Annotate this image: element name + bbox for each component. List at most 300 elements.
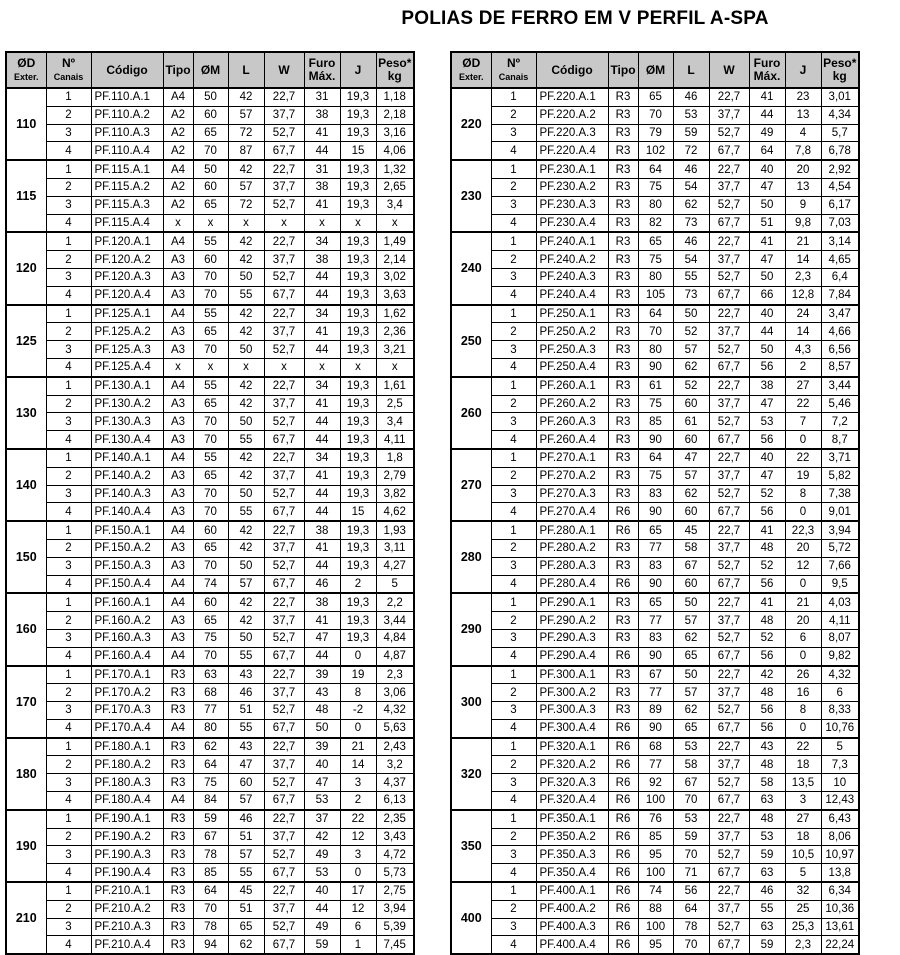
col-header-m: ØM (193, 52, 228, 88)
l-cell: 72 (673, 142, 709, 160)
table-row (6, 377, 414, 395)
weight-cell: 3,21 (376, 341, 414, 359)
table-row (451, 286, 859, 304)
m-cell: 70 (193, 413, 228, 431)
l-cell: 72 (228, 124, 264, 142)
channels-cell: 3 (46, 268, 91, 286)
type-cell: R3 (608, 88, 638, 106)
l-cell: 67 (673, 774, 709, 792)
weight-cell: 6,4 (821, 268, 859, 286)
l-cell: 42 (228, 395, 264, 413)
channels-cell: 4 (491, 503, 536, 521)
l-cell: 62 (673, 358, 709, 376)
bore-cell: 59 (749, 846, 785, 864)
weight-cell: 1,32 (376, 160, 414, 178)
channels-cell: 2 (46, 756, 91, 774)
w-cell: 67,7 (264, 864, 304, 882)
l-cell: 62 (673, 702, 709, 720)
channels-cell: 2 (491, 323, 536, 341)
diameter-cell: 130 (6, 377, 46, 449)
w-cell: 22,7 (264, 810, 304, 828)
weight-cell: 7,3 (821, 756, 859, 774)
weight-cell: 3,14 (821, 232, 859, 250)
code-cell: PF.180.A.4 (91, 792, 163, 810)
j-cell: 2 (340, 575, 376, 593)
code-cell: PF.125.A.2 (91, 323, 163, 341)
type-cell: R6 (608, 792, 638, 810)
l-cell: 42 (228, 539, 264, 557)
col-header-w: W (709, 52, 749, 88)
code-cell: PF.190.A.3 (91, 846, 163, 864)
type-cell: R3 (163, 684, 193, 702)
weight-cell: 5,82 (821, 467, 859, 485)
m-cell: 65 (193, 612, 228, 630)
table-row (6, 647, 414, 665)
j-cell: x (340, 358, 376, 376)
m-cell: 105 (638, 286, 673, 304)
channels-cell: 1 (46, 521, 91, 539)
w-cell: 52,7 (709, 702, 749, 720)
channels-cell: 2 (491, 106, 536, 124)
weight-cell: 12,43 (821, 792, 859, 810)
j-cell: 2 (785, 358, 821, 376)
j-cell: 9 (785, 196, 821, 214)
bore-cell: 48 (304, 702, 340, 720)
table-row (451, 647, 859, 665)
diameter-cell: 170 (6, 666, 46, 738)
channels-cell: 2 (46, 395, 91, 413)
l-cell: 57 (228, 792, 264, 810)
code-cell: PF.240.A.4 (536, 286, 608, 304)
weight-cell: 5,39 (376, 918, 414, 936)
m-cell: 64 (193, 756, 228, 774)
table-row (451, 792, 859, 810)
table-row (451, 413, 859, 431)
j-cell: 21 (785, 232, 821, 250)
type-cell: R6 (608, 810, 638, 828)
table-row (6, 467, 414, 485)
l-cell: 72 (228, 196, 264, 214)
m-cell: 70 (193, 900, 228, 918)
bore-cell: 59 (749, 936, 785, 954)
code-cell: PF.210.A.2 (91, 900, 163, 918)
w-cell: 52,7 (264, 196, 304, 214)
w-cell: 67,7 (709, 647, 749, 665)
w-cell: 67,7 (709, 286, 749, 304)
diameter-cell: 400 (451, 882, 491, 954)
table-row (451, 557, 859, 575)
diameter-cell: 180 (6, 738, 46, 810)
code-cell: PF.290.A.1 (536, 593, 608, 611)
type-cell: R3 (608, 286, 638, 304)
j-cell: 19,3 (340, 377, 376, 395)
bore-cell: 41 (749, 593, 785, 611)
channels-cell: 3 (491, 774, 536, 792)
table-row (6, 539, 414, 557)
channels-cell: 3 (491, 341, 536, 359)
diameter-cell: 260 (451, 377, 491, 449)
bore-cell: 50 (749, 196, 785, 214)
diameter-cell: 350 (451, 810, 491, 882)
j-cell: 0 (785, 503, 821, 521)
code-cell: PF.120.A.2 (91, 251, 163, 269)
w-cell: 52,7 (709, 485, 749, 503)
l-cell: 52 (673, 323, 709, 341)
m-cell: 83 (638, 629, 673, 647)
col-header-type: Tipo (608, 52, 638, 88)
type-cell: A4 (163, 160, 193, 178)
m-cell: 65 (638, 232, 673, 250)
m-cell: 61 (638, 377, 673, 395)
code-cell: PF.270.A.2 (536, 467, 608, 485)
channels-cell: 3 (46, 846, 91, 864)
col-header-weight: Peso* kg (376, 52, 414, 88)
weight-cell: 2,92 (821, 160, 859, 178)
type-cell: R3 (163, 846, 193, 864)
j-cell: 18 (785, 828, 821, 846)
channels-cell: 2 (491, 467, 536, 485)
j-cell: 19,3 (340, 178, 376, 196)
weight-cell: 6,56 (821, 341, 859, 359)
channels-cell: 2 (46, 467, 91, 485)
j-cell: 19,3 (340, 539, 376, 557)
bore-cell: 63 (749, 864, 785, 882)
weight-cell: 4,62 (376, 503, 414, 521)
code-cell: PF.260.A.3 (536, 413, 608, 431)
code-cell: PF.220.A.4 (536, 142, 608, 160)
code-cell: PF.180.A.1 (91, 738, 163, 756)
code-cell: PF.160.A.3 (91, 629, 163, 647)
table-row (6, 900, 414, 918)
type-cell: A3 (163, 323, 193, 341)
channels-cell: 1 (491, 449, 536, 467)
j-cell: 8 (785, 702, 821, 720)
weight-cell: 3,71 (821, 449, 859, 467)
j-cell: 27 (785, 810, 821, 828)
l-cell: 57 (673, 612, 709, 630)
w-cell: 22,7 (264, 160, 304, 178)
w-cell: 37,7 (709, 828, 749, 846)
weight-cell: 2,2 (376, 593, 414, 611)
m-cell: 65 (193, 467, 228, 485)
channels-cell: 4 (491, 792, 536, 810)
bore-cell: 56 (749, 719, 785, 737)
weight-cell: 4,03 (821, 593, 859, 611)
l-cell: 61 (673, 413, 709, 431)
table-row (451, 810, 859, 828)
m-cell: 65 (193, 539, 228, 557)
w-cell: 22,7 (709, 88, 749, 106)
bore-cell: 38 (304, 106, 340, 124)
type-cell: R3 (163, 756, 193, 774)
bore-cell: x (304, 214, 340, 232)
channels-cell: 4 (491, 286, 536, 304)
channels-cell: 4 (46, 358, 91, 376)
channels-cell: 3 (491, 485, 536, 503)
channels-cell: 3 (491, 918, 536, 936)
diameter-cell: 210 (6, 882, 46, 954)
weight-cell: 4,11 (821, 612, 859, 630)
weight-cell: 6,43 (821, 810, 859, 828)
bore-cell: 40 (304, 756, 340, 774)
l-cell: 50 (673, 305, 709, 323)
code-cell: PF.240.A.1 (536, 232, 608, 250)
l-cell: 62 (673, 629, 709, 647)
w-cell: 37,7 (264, 106, 304, 124)
table-row (451, 936, 859, 954)
code-cell: PF.130.A.4 (91, 431, 163, 449)
channels-cell: 2 (46, 612, 91, 630)
weight-cell: 10,36 (821, 900, 859, 918)
bore-cell: 56 (749, 575, 785, 593)
l-cell: 46 (228, 684, 264, 702)
j-cell: 5 (785, 864, 821, 882)
code-cell: PF.110.A.4 (91, 142, 163, 160)
l-cell: 55 (228, 503, 264, 521)
type-cell: R3 (163, 918, 193, 936)
type-cell: R3 (608, 341, 638, 359)
type-cell: R3 (608, 593, 638, 611)
channels-cell: 4 (46, 142, 91, 160)
l-cell: 45 (673, 521, 709, 539)
weight-cell: 4,65 (821, 251, 859, 269)
m-cell: 78 (193, 846, 228, 864)
code-cell: PF.230.A.1 (536, 160, 608, 178)
bore-cell: 34 (304, 232, 340, 250)
j-cell: 8 (340, 684, 376, 702)
type-cell: R3 (163, 666, 193, 684)
weight-cell: 4,11 (376, 431, 414, 449)
type-cell: R3 (608, 251, 638, 269)
m-cell: 65 (193, 124, 228, 142)
j-cell: 16 (785, 684, 821, 702)
type-cell: R3 (163, 864, 193, 882)
m-cell: 64 (193, 882, 228, 900)
j-cell: 3 (340, 774, 376, 792)
w-cell: 67,7 (264, 286, 304, 304)
w-cell: 67,7 (709, 431, 749, 449)
j-cell: 20 (785, 612, 821, 630)
code-cell: PF.160.A.1 (91, 593, 163, 611)
channels-cell: 4 (491, 719, 536, 737)
col-header-channels: Nº Canais (491, 52, 536, 88)
w-cell: 22,7 (264, 521, 304, 539)
type-cell: R6 (608, 882, 638, 900)
l-cell: 42 (228, 612, 264, 630)
code-cell: PF.115.A.3 (91, 196, 163, 214)
w-cell: 37,7 (709, 684, 749, 702)
j-cell: 2,3 (785, 268, 821, 286)
w-cell: 52,7 (264, 918, 304, 936)
weight-cell: 2,18 (376, 106, 414, 124)
code-cell: PF.170.A.1 (91, 666, 163, 684)
j-cell: 22 (785, 738, 821, 756)
l-cell: 53 (673, 106, 709, 124)
m-cell: 84 (193, 792, 228, 810)
w-cell: 22,7 (264, 666, 304, 684)
weight-cell: 7,03 (821, 214, 859, 232)
type-cell: R6 (608, 647, 638, 665)
table-row (6, 774, 414, 792)
type-cell: R3 (608, 142, 638, 160)
table-row (6, 251, 414, 269)
code-cell: PF.250.A.3 (536, 341, 608, 359)
code-cell: PF.190.A.1 (91, 810, 163, 828)
j-cell: 14 (785, 251, 821, 269)
w-cell: 67,7 (264, 647, 304, 665)
diameter-cell: 250 (451, 305, 491, 377)
l-cell: 56 (673, 882, 709, 900)
code-cell: PF.130.A.1 (91, 377, 163, 395)
weight-cell: 2,36 (376, 323, 414, 341)
weight-cell: 4,66 (821, 323, 859, 341)
col-header-l: L (673, 52, 709, 88)
l-cell: 58 (673, 756, 709, 774)
m-cell: 75 (638, 395, 673, 413)
bore-cell: 48 (749, 810, 785, 828)
m-cell: x (193, 358, 228, 376)
channels-cell: 3 (46, 124, 91, 142)
channels-cell: 4 (46, 719, 91, 737)
type-cell: R3 (608, 268, 638, 286)
pulley-table-left (5, 51, 415, 955)
code-cell: PF.300.A.1 (536, 666, 608, 684)
m-cell: 65 (638, 521, 673, 539)
table-row (451, 377, 859, 395)
code-cell: PF.130.A.2 (91, 395, 163, 413)
channels-cell: 2 (46, 539, 91, 557)
channels-cell: 4 (491, 647, 536, 665)
w-cell: 22,7 (264, 232, 304, 250)
type-cell: R3 (608, 666, 638, 684)
j-cell: 19,3 (340, 124, 376, 142)
weight-cell: 2,79 (376, 467, 414, 485)
bore-cell: 47 (749, 395, 785, 413)
weight-cell: 8,06 (821, 828, 859, 846)
w-cell: 37,7 (264, 395, 304, 413)
l-cell: 70 (673, 936, 709, 954)
w-cell: 22,7 (709, 738, 749, 756)
type-cell: R3 (608, 395, 638, 413)
m-cell: 70 (193, 557, 228, 575)
table-row (6, 88, 414, 106)
j-cell: 19,3 (340, 88, 376, 106)
type-cell: A4 (163, 575, 193, 593)
l-cell: 57 (228, 178, 264, 196)
channels-cell: 3 (491, 413, 536, 431)
bore-cell: 56 (749, 431, 785, 449)
weight-cell: 10,76 (821, 719, 859, 737)
j-cell: 3 (340, 846, 376, 864)
table-row (451, 918, 859, 936)
w-cell: 67,7 (709, 719, 749, 737)
col-header-bore: Furo Máx. (749, 52, 785, 88)
table-row (6, 575, 414, 593)
m-cell: 70 (193, 286, 228, 304)
l-cell: 67 (673, 557, 709, 575)
channels-cell: 4 (491, 142, 536, 160)
w-cell: 37,7 (264, 900, 304, 918)
j-cell: 19,3 (340, 485, 376, 503)
bore-cell: 50 (749, 341, 785, 359)
m-cell: 75 (638, 467, 673, 485)
weight-cell: 9,82 (821, 647, 859, 665)
channels-cell: 1 (491, 305, 536, 323)
type-cell: A3 (163, 629, 193, 647)
code-cell: PF.400.A.1 (536, 882, 608, 900)
j-cell: x (340, 214, 376, 232)
bore-cell: 44 (304, 142, 340, 160)
table-row (451, 305, 859, 323)
type-cell: R6 (608, 846, 638, 864)
l-cell: 57 (228, 106, 264, 124)
w-cell: 37,7 (709, 467, 749, 485)
l-cell: 54 (673, 251, 709, 269)
l-cell: 53 (673, 810, 709, 828)
j-cell: 24 (785, 305, 821, 323)
weight-cell: 3,02 (376, 268, 414, 286)
channels-cell: 3 (491, 702, 536, 720)
w-cell: 52,7 (264, 846, 304, 864)
w-cell: 37,7 (709, 251, 749, 269)
j-cell: 7 (785, 413, 821, 431)
type-cell: R6 (608, 521, 638, 539)
type-cell: R6 (608, 864, 638, 882)
w-cell: 37,7 (709, 106, 749, 124)
channels-cell: 2 (46, 323, 91, 341)
table-row (6, 918, 414, 936)
type-cell: R3 (608, 557, 638, 575)
m-cell: 65 (638, 88, 673, 106)
m-cell: 79 (638, 124, 673, 142)
channels-cell: 1 (46, 882, 91, 900)
bore-cell: 47 (304, 629, 340, 647)
w-cell: 67,7 (709, 936, 749, 954)
table-row (451, 702, 859, 720)
bore-cell: 44 (304, 557, 340, 575)
m-cell: 80 (193, 719, 228, 737)
code-cell: PF.125.A.3 (91, 341, 163, 359)
m-cell: 60 (193, 593, 228, 611)
bore-cell: 46 (749, 882, 785, 900)
weight-cell: 5 (821, 738, 859, 756)
w-cell: 22,7 (264, 305, 304, 323)
channels-cell: 3 (46, 629, 91, 647)
l-cell: 60 (673, 431, 709, 449)
w-cell: 67,7 (264, 792, 304, 810)
weight-cell: 3,43 (376, 828, 414, 846)
code-cell: PF.110.A.3 (91, 124, 163, 142)
code-cell: PF.150.A.4 (91, 575, 163, 593)
table-row (6, 719, 414, 737)
type-cell: A3 (163, 612, 193, 630)
channels-cell: 4 (46, 214, 91, 232)
table-row (451, 431, 859, 449)
table-row (6, 142, 414, 160)
j-cell: -2 (340, 702, 376, 720)
bore-cell: 44 (304, 286, 340, 304)
bore-cell: 40 (749, 160, 785, 178)
type-cell: R3 (163, 702, 193, 720)
bore-cell: 56 (749, 503, 785, 521)
code-cell: PF.110.A.2 (91, 106, 163, 124)
weight-cell: x (376, 214, 414, 232)
type-cell: A4 (163, 88, 193, 106)
weight-cell: 8,07 (821, 629, 859, 647)
bore-cell: 56 (749, 702, 785, 720)
w-cell: 67,7 (264, 936, 304, 954)
type-cell: R3 (608, 629, 638, 647)
